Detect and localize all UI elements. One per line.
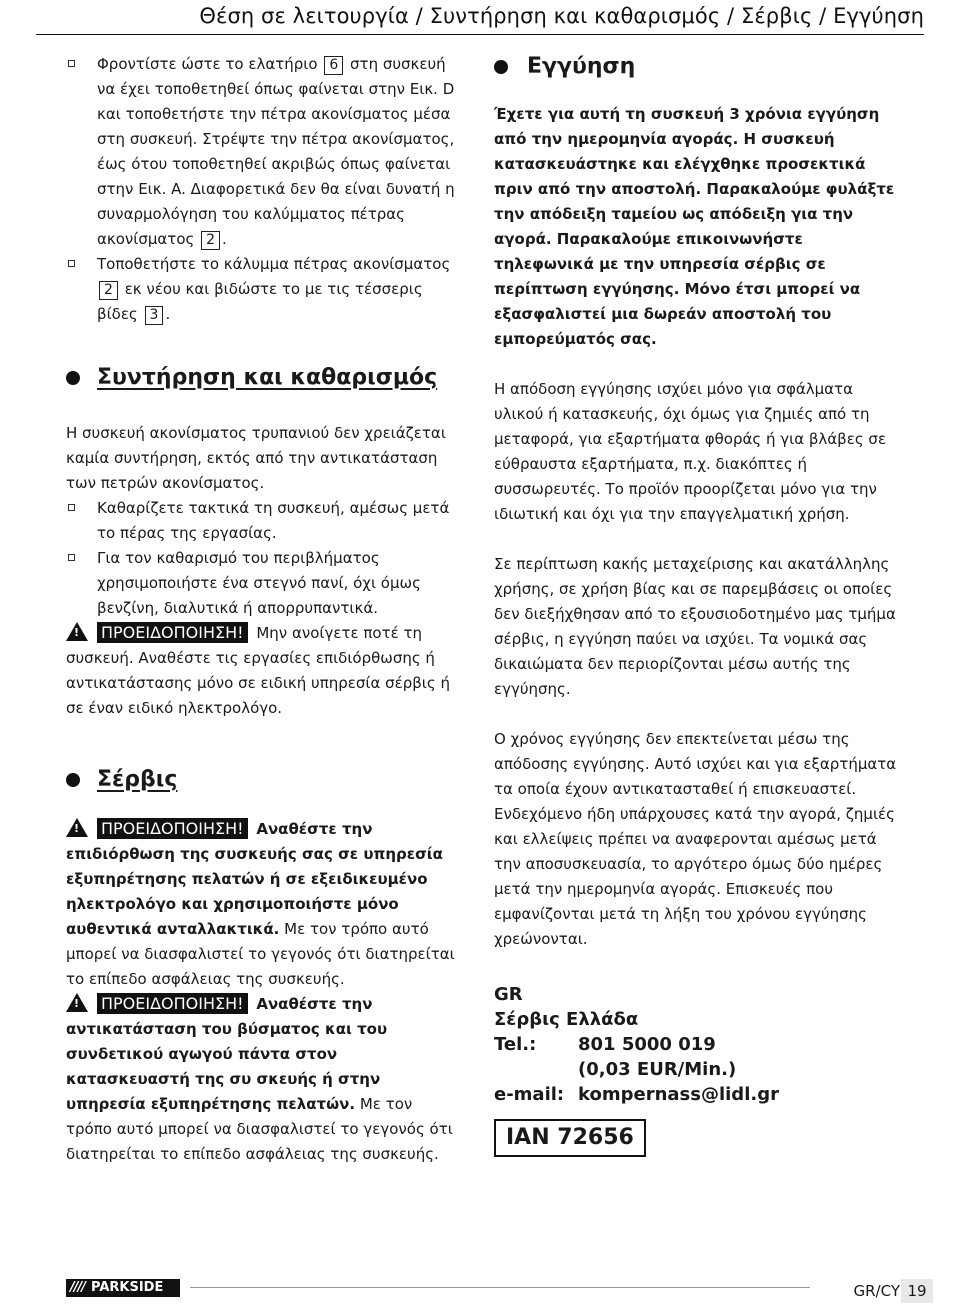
part-reference: 2	[201, 231, 220, 250]
warning-text: Με τον τρόπο αυτό μπορεί να διασφαλιστεί το γεγονός ότι διατηρείται το επίπεδο ασφάλειας της συσκευής.	[66, 920, 455, 988]
paragraph: Η συσκευή ακονίσματος τρυπανιού δεν χρειάζεται καμία συντήρηση, εκτός από την αντικατάσταση των πετρών ακονίσματος.	[66, 424, 446, 492]
warning-label: ΠΡΟΕΙΔΟΠΟΙΗΣΗ!	[97, 622, 248, 643]
tel-label: Tel.:	[494, 1034, 537, 1055]
heading-text: Συντήρηση και καθαρισμός	[97, 365, 438, 390]
list-item	[66, 546, 462, 621]
tel-rate: (0,03 EUR/Min.)	[578, 1059, 737, 1080]
list-item	[66, 252, 462, 327]
warning-block	[66, 621, 462, 721]
text-segment: Τοποθετήστε το κάλυμμα πέτρας ακονίσματος	[97, 255, 451, 273]
warning-bold-text: Αναθέστε την αντικατάσταση του βύσματος και του συνδετικού αγωγού πάντα στον κατασκευαστή της συ σκευής ή στην υπηρεσία εξυπηρέτησης πελατών.	[66, 995, 388, 1113]
text-segment: Φροντίστε ώστε το ελατήριο	[97, 55, 318, 73]
left-column	[66, 52, 462, 1167]
section-heading-maintenance	[66, 363, 462, 393]
part-reference: 6	[324, 56, 343, 75]
heading-text: Σέρβις	[97, 767, 178, 792]
email-label: e-mail:	[494, 1084, 565, 1105]
tel-value: 801 5000 019	[578, 1034, 716, 1055]
list-item	[66, 52, 462, 252]
paragraph: Η απόδοση εγγύησης ισχύει μόνο για σφάλματα υλικού ή κατασκευής, όχι όμως για ζημιές από τη μεταφορά, για εξαρτήματα φθοράς ή για βλάβες σε εύθραυστα εξαρτήματα, π.χ. διακόπτες ή συσσωρευτές. Το προϊόν προορίζεται μόνο για την ιδιωτική και όχι για την επαγγελματική χρήση.	[494, 380, 887, 523]
warning-label: ΠΡΟΕΙΔΟΠΟΙΗΣΗ!	[97, 993, 248, 1014]
ian-number: IAN 72656	[494, 1119, 646, 1157]
contact-country: GR	[494, 984, 523, 1005]
heading-text: Εγγύηση	[527, 54, 636, 79]
text-segment: στη συσκευή να έχει τοποθετηθεί όπως φαίνεται στην Εικ. D και τοποθετήστε την πέτρα ακονίσματος μέσα στη συσκευή. Στρέψτε την πέτρα ακονίσματος, έως ότου τοποθετηθεί ακριβώς όπως φαίνεται στην Εικ. A. Διαφορετικά δεν θα είναι δυνατή η συναρμολόγηση του καλύμματος πέτρας ακονίσματος	[97, 55, 455, 248]
warning-label: ΠΡΟΕΙΔΟΠΟΙΗΣΗ!	[97, 818, 248, 839]
part-reference: 2	[99, 281, 118, 300]
warning-block	[66, 817, 462, 992]
warning-text: Μην ανοίγετε ποτέ τη συσκευή. Αναθέστε τις εργασίες επιδιόρθωσης ή αντικατάστασης μόνο σε ειδική υπηρεσία σέρβις ή σε έναν ειδικό ηλεκτρολόγο.	[66, 624, 450, 717]
bullet-square-icon	[68, 260, 75, 267]
language-code: GR/CY	[853, 1282, 900, 1300]
page-title: Θέση σε λειτουργία / Συντήρηση και καθαρισμός / Σέρβις / Εγγύηση	[199, 4, 924, 28]
header-divider	[36, 34, 924, 35]
email-value: kompernass@lidl.gr	[578, 1084, 779, 1105]
footer-divider	[190, 1287, 810, 1288]
warning-triangle-icon	[66, 818, 88, 837]
warning-bold-text: Αναθέστε την επιδιόρθωση της συσκευής σας σε υπηρεσία εξυπηρέτησης πελατών ή σε εξειδικευμένο ηλεκτρολόγο και χρησιμοποιήστε μόνο αυθεντικά ανταλλακτικά.	[66, 820, 443, 938]
page-number: 19	[901, 1279, 933, 1303]
contact-block	[494, 982, 779, 1107]
warning-text: Με τον τρόπο αυτό μπορεί να διασφαλιστεί το γεγονός ότι διατηρείται το επίπεδο ασφάλειας της συσκευής.	[66, 1095, 453, 1163]
list-item	[66, 496, 462, 546]
text-segment: Καθαρίζετε τακτικά τη συσκευή, αμέσως μετά το πέρας της εργασίας.	[97, 499, 450, 542]
warning-triangle-icon	[66, 993, 88, 1012]
bullet-dot-icon	[66, 773, 80, 787]
logo-text: PARKSIDE	[91, 1280, 164, 1295]
warning-block	[66, 992, 462, 1167]
contact-service-name: Σέρβις Ελλάδα	[494, 1009, 639, 1030]
text-segment: Για τον καθαρισμό του περιβλήματος χρησιμοποιήστε ένα στεγνό πανί, όχι όμως βενζίνη, διαλυτικά ή απορρυπαντικά.	[97, 549, 421, 617]
text-segment: .	[222, 230, 227, 248]
parkside-logo	[66, 1279, 180, 1297]
logo-slashes: ////	[70, 1280, 85, 1295]
bullet-dot-icon	[66, 371, 80, 385]
section-heading-warranty	[494, 52, 904, 82]
text-segment: .	[165, 305, 171, 323]
section-heading-service	[66, 765, 462, 795]
part-reference: 3	[145, 306, 164, 325]
bullet-square-icon	[68, 504, 75, 511]
warranty-bold-paragraph: Έχετε για αυτή τη συσκευή 3 χρόνια εγγύηση από την ημερομηνία αγοράς. Η συσκευή κατασκευάστηκε και ελέγχθηκε προσεκτικά πριν από την αποστολή. Παρακαλούμε φυλάξτε την απόδειξη ταμείου ως απόδειξη για την αγορά. Παρακαλούμε επικοινωνήστε τηλεφωνικά με την υπηρεσία σέρβις σε περίπτωση εγγύησης. Μόνο έτσι μπορεί να εξασφαλιστεί μια δωρεάν αποστολή του εμπορεύματός σας.	[494, 105, 895, 348]
right-column	[494, 52, 904, 1157]
bullet-dot-icon	[494, 60, 508, 74]
paragraph: Ο χρόνος εγγύησης δεν επεκτείνεται μέσω της απόδοσης εγγύησης. Αυτό ισχύει και για εξαρτήματα τα οποία έχουν αντικατασταθεί ή επισκευαστεί. Ενδεχόμενο ήδη υπάρχουσες κατά την αγορά, ζημιές και ελλείψεις πρέπει να αναφερονται αμέσως μετά την αποσυσκευασία, το αργότερο όμως δύο ημέρες μετά την ημερομηνία αγοράς. Επισκευές που εμφανίζονται μετά τη λήξη του χρόνου εγγύησης χρεώνονται.	[494, 730, 897, 948]
text-segment: εκ νέου και βιδώστε το με τις τέσσερις βίδες	[97, 280, 423, 323]
bullet-square-icon	[68, 60, 75, 67]
paragraph: Σε περίπτωση κακής μεταχείρισης και ακατάλληλης χρήσης, σε χρήση βίας και σε παρεμβάσεις οι οποίες δεν διεξήχθησαν από το εξουσιοδοτημένο μας τμήμα σέρβις, η εγγύηση παύει να ισχύει. Τα νομικά σας δικαιώματα δεν περιορίζονται μέσω αυτής της εγγύησης.	[494, 555, 896, 698]
warning-triangle-icon	[66, 622, 88, 641]
bullet-square-icon	[68, 554, 75, 561]
